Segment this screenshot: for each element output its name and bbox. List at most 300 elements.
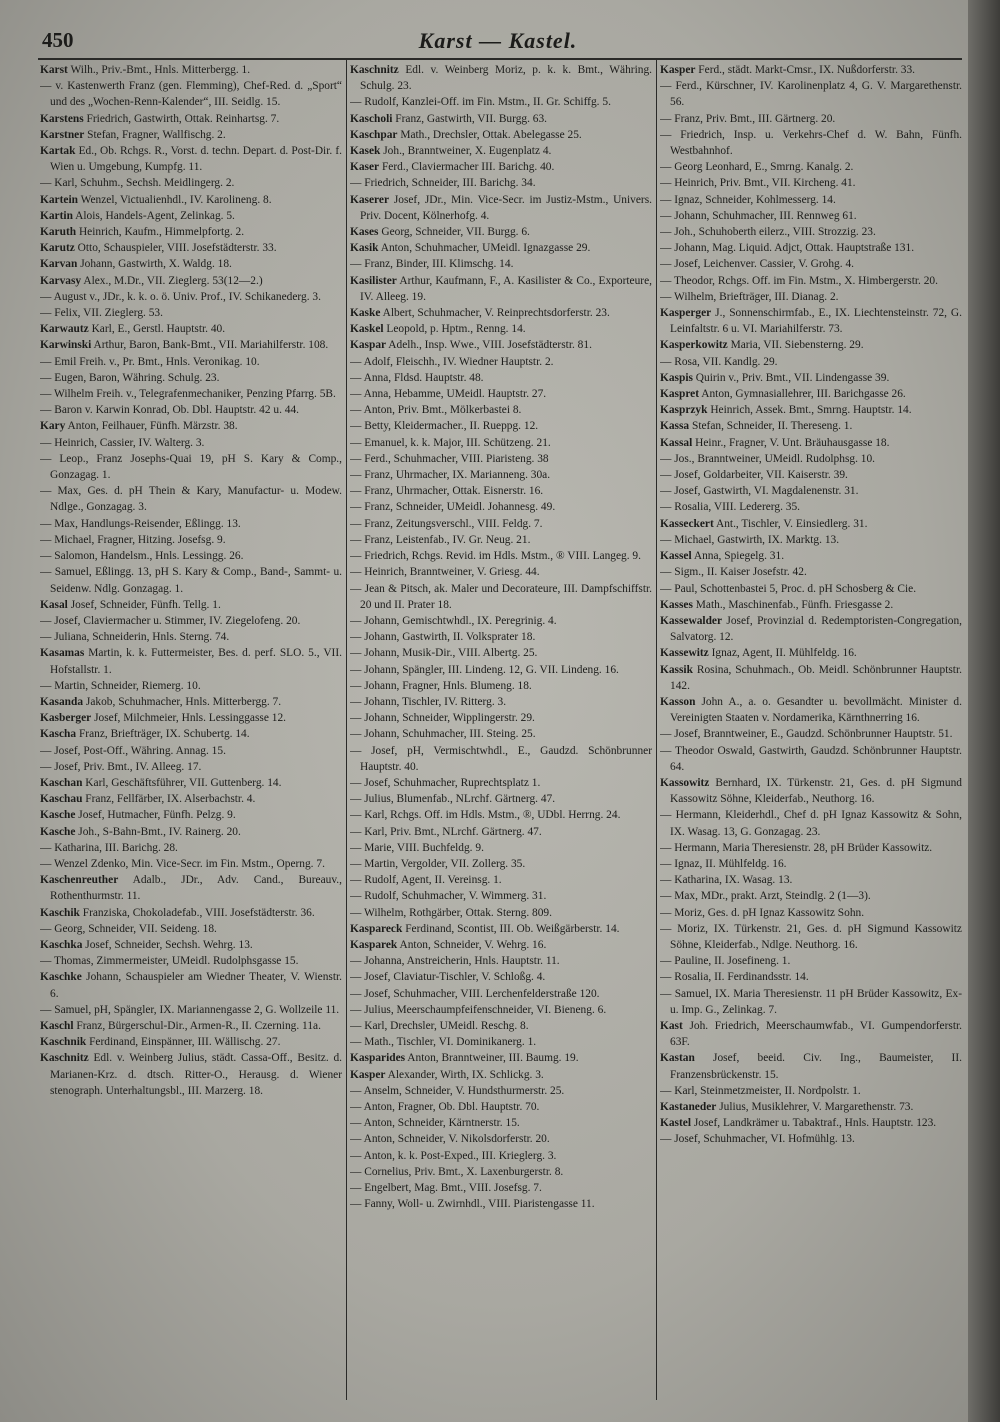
entry-details: Martin, k. k. Futtermeister, Bes. d. perf. SLO. 5., VII. Hofstallstr. 1. bbox=[50, 647, 342, 676]
entry-details: Josef, beeid. Civ. Ing., Baumeister, II. Franzensbrückenstr. 15. bbox=[670, 1052, 962, 1081]
entry-details: — Josef, Branntweiner, E., Gaudzd. Schönbrunner Hauptstr. 51. bbox=[660, 728, 953, 741]
directory-entry bbox=[40, 62, 342, 78]
entry-details: — Rudolf, Agent, II. Vereinsg. 1. bbox=[350, 874, 502, 887]
directory-entry bbox=[350, 127, 652, 143]
entry-details: Josef, JDr., Min. Vice-Secr. im Justiz-Mstm., Univers. Priv. Docent, Kölnerhofg. 4. bbox=[360, 193, 652, 222]
entry-details: — Ignaz, Schneider, Kohlmesserg. 14. bbox=[660, 193, 836, 206]
entry-details: — Pauline, II. Josefineng. 1. bbox=[660, 955, 791, 968]
directory-entry bbox=[660, 240, 962, 256]
directory-entry bbox=[350, 483, 652, 499]
entry-details: Friedrich, Gastwirth, Ottak. Reinhartsg. 7. bbox=[86, 112, 280, 125]
directory-entry bbox=[350, 548, 652, 564]
entry-details: — Wenzel Zdenko, Min. Vice-Secr. im Fin. Mstm., Operng. 7. bbox=[40, 857, 325, 870]
entry-details: — Anton, k. k. Post-Exped., III. Krieglerg. 3. bbox=[350, 1149, 557, 1162]
entry-details: Ferdinand, Scontist, III. Ob. Weißgärberstr. 14. bbox=[405, 922, 620, 935]
directory-entry bbox=[660, 986, 962, 1018]
directory-entry bbox=[660, 451, 962, 467]
directory-entry bbox=[660, 78, 962, 110]
entry-details: — Josef, Schuhmacher, VIII. Lerchenfelderstraße 120. bbox=[350, 987, 600, 1000]
page-number: 450 bbox=[42, 28, 74, 52]
directory-entry bbox=[660, 694, 962, 726]
directory-entry bbox=[660, 1018, 962, 1050]
directory-entry bbox=[40, 743, 342, 759]
directory-entry bbox=[660, 726, 962, 742]
entry-surname: Kasik bbox=[350, 242, 379, 255]
entry-details: — Martin, Vergolder, VII. Zollerg. 35. bbox=[350, 857, 526, 870]
directory-entry bbox=[40, 483, 342, 515]
entry-details: Josef, Provinzial d. Redemptoristen-Congregation, Salvatorg. 12. bbox=[670, 614, 962, 644]
directory-entry bbox=[40, 840, 342, 856]
entry-details: — Thomas, Zimmermeister, UMeidl. Rudolphsgasse 15. bbox=[40, 955, 299, 968]
entry-details: Otto, Schauspieler, VIII. Josefstädterstr. 33. bbox=[77, 242, 277, 255]
directory-entry bbox=[350, 1002, 652, 1018]
entry-details: Anton, Schneider, V. Wehrg. 16. bbox=[399, 938, 547, 951]
entry-details: — Josef, Schuhmacher, Ruprechtsplatz 1. bbox=[350, 776, 541, 789]
entry-surname: Kasberger bbox=[40, 712, 92, 725]
directory-entry bbox=[350, 337, 652, 353]
directory-entry bbox=[40, 905, 342, 921]
entry-details: Joh., Branntweiner, X. Eugenplatz 4. bbox=[383, 145, 552, 158]
directory-entry bbox=[660, 208, 962, 224]
entry-details: — Max, Handlungs-Reisender, Eßlingg. 13. bbox=[40, 517, 241, 530]
entry-details: — Moriz, IX. Türkenstr. 21, Ges. d. pH Sigmund Kassowitz Söhne, Kleiderfab., Ndlge. Neuthorg. 16. bbox=[660, 922, 962, 951]
entry-details: — Samuel, IX. Maria Theresienstr. 11 pH Brüder Kassowitz, Ex- u. Imp. G., Zelinkag. 7. bbox=[660, 987, 962, 1016]
directory-entry bbox=[350, 824, 652, 840]
entry-details: — Johanna, Anstreicherin, Hnls. Hauptstr. 11. bbox=[350, 955, 560, 968]
entry-details: — Hermann, Kleiderhdl., Chef d. pH Ignaz Kassowitz & Sohn, IX. Wasag. 13, G. Gonzagag. 23. bbox=[660, 809, 962, 838]
directory-entry bbox=[350, 856, 652, 872]
entry-details: Josef, Milchmeier, Hnls. Lessinggasse 12. bbox=[94, 712, 286, 725]
directory-entry bbox=[660, 953, 962, 969]
directory-entry bbox=[350, 386, 652, 402]
directory-entry bbox=[350, 743, 652, 775]
entry-details: Joh. Friedrich, Meerschaumwfab., VI. Gumpendorferstr. 63F. bbox=[670, 1019, 962, 1049]
directory-entry bbox=[660, 435, 962, 451]
entry-details: — Anton, Priv. Bmt., Mölkerbastei 8. bbox=[350, 404, 522, 417]
directory-entry bbox=[660, 645, 962, 661]
entry-details: — Emanuel, k. k. Major, III. Schützeng. 21. bbox=[350, 436, 551, 449]
entry-details: — Wilhelm, Briefträger, III. Dianag. 2. bbox=[660, 290, 839, 303]
entry-surname: Kaserer bbox=[350, 193, 390, 206]
entry-details: — Michael, Gastwirth, IX. Marktg. 13. bbox=[660, 533, 840, 546]
entry-details: — Heinrich, Branntweiner, V. Griesg. 44. bbox=[350, 566, 540, 579]
entry-surname: Kartak bbox=[40, 145, 76, 158]
entry-details: — Theodor, Rchgs. Off. im Fin. Mstm., X. Himbergerstr. 20. bbox=[660, 274, 938, 287]
directory-entry bbox=[40, 856, 342, 872]
entry-details: J., Sonnenschirmfab., E., IX. Liechtensteinstr. 72, G. Leinfaltstr. 6 u. VI. Mariahilferstr. 73. bbox=[670, 307, 962, 336]
entry-details: Franz, Fellfärber, IX. Alserbachstr. 4. bbox=[85, 793, 256, 806]
directory-entry bbox=[660, 467, 962, 483]
directory-entry bbox=[350, 1034, 652, 1050]
directory-entry bbox=[350, 240, 652, 256]
directory-entry bbox=[350, 581, 652, 613]
entry-details: — Adolf, Fleischh., IV. Wiedner Hauptstr. 2. bbox=[350, 355, 554, 368]
directory-entry bbox=[350, 1050, 652, 1066]
column-divider-right bbox=[656, 60, 657, 1400]
directory-entry bbox=[40, 192, 342, 208]
entry-surname: Kasperger bbox=[660, 307, 712, 320]
entry-details: Anton, Gymnasiallehrer, III. Barichgasse 26. bbox=[701, 388, 906, 401]
entry-surname: Kaschau bbox=[40, 793, 83, 806]
directory-entry bbox=[350, 678, 652, 694]
entry-surname: Kaser bbox=[350, 161, 380, 174]
entry-details: — Katharina, IX. Wasag. 13. bbox=[660, 874, 793, 887]
entry-details: Maria, VII. Siebensterng. 29. bbox=[730, 339, 864, 352]
entry-details: Anton, Feilhauer, Fünfh. Märzstr. 38. bbox=[67, 420, 238, 433]
entry-details: — Marie, VIII. Buchfeldg. 9. bbox=[350, 841, 484, 854]
directory-entry bbox=[660, 1083, 962, 1099]
directory-entry bbox=[40, 435, 342, 451]
directory-entry bbox=[660, 127, 962, 159]
directory-entry bbox=[350, 775, 652, 791]
entry-surname: Kasal bbox=[40, 598, 68, 611]
directory-entry bbox=[40, 921, 342, 937]
entry-details: — Julius, Meerschaumpfeifenschneider, VI. Bieneng. 6. bbox=[350, 1003, 607, 1016]
entry-details: — Karl, Drechsler, UMeidl. Reschg. 8. bbox=[350, 1019, 529, 1032]
entry-details: Julius, Musiklehrer, V. Margarethenstr. 73. bbox=[719, 1101, 914, 1113]
entry-surname: Kaschenreuther bbox=[40, 874, 119, 887]
entry-surname: Kaspret bbox=[660, 388, 700, 401]
entry-surname: Kasek bbox=[350, 145, 381, 158]
entry-details: — Johann, Fragner, Hnls. Blumeng. 18. bbox=[350, 679, 532, 692]
entry-details: John A., a. o. Gesandter u. bevollmächt. Minister d. Vereinigten Staaten v. Nordamerika, Kärnthnerring 16. bbox=[670, 695, 962, 725]
directory-entry bbox=[40, 872, 342, 904]
directory-entry bbox=[40, 305, 342, 321]
entry-surname: Kasseckert bbox=[660, 517, 714, 530]
entry-details: Edl. v. Weinberg Moriz, p. k. k. Bmt., Währing. Schulg. 23. bbox=[360, 64, 652, 93]
directory-entry bbox=[40, 1002, 342, 1018]
directory-entry bbox=[40, 953, 342, 969]
entry-details: — Max, MDr., prakt. Arzt, Steindlg. 2 (1—3). bbox=[660, 890, 871, 903]
directory-entry bbox=[40, 564, 342, 596]
directory-entry bbox=[40, 548, 342, 564]
entry-details: — Anton, Schneider, Kärntnerstr. 15. bbox=[350, 1117, 520, 1130]
directory-entry bbox=[40, 613, 342, 629]
directory-entry bbox=[350, 1196, 652, 1212]
entry-surname: Kaschnitz bbox=[350, 64, 399, 76]
entry-surname: Karvan bbox=[40, 258, 78, 271]
entry-details: — Theodor Oswald, Gastwirth, Gaudzd. Schönbrunner Hauptstr. 64. bbox=[660, 744, 962, 773]
entry-details: — Heinrich, Cassier, IV. Walterg. 3. bbox=[40, 436, 205, 449]
entry-surname: Karstner bbox=[40, 128, 85, 141]
directory-entry bbox=[350, 435, 652, 451]
entry-surname: Kasper bbox=[660, 64, 696, 76]
entry-details: Anna, Spiegelg. 31. bbox=[693, 550, 785, 563]
entry-details: — August v., JDr., k. k. o. ö. Univ. Prof., IV. Schikanederg. 3. bbox=[40, 290, 321, 303]
directory-entry bbox=[350, 921, 652, 937]
entry-surname: Karutz bbox=[40, 242, 75, 255]
entry-details: — Anton, Schneider, V. Nikolsdorferstr. 20. bbox=[350, 1133, 550, 1146]
entry-details: — Josef, Post-Off., Währing. Annag. 15. bbox=[40, 744, 226, 757]
entry-details: Rosina, Schuhmach., Ob. Meidl. Schönbrunner Hauptstr. 142. bbox=[670, 663, 962, 692]
directory-entry bbox=[40, 256, 342, 272]
entry-details: — Friedrich, Rchgs. Revid. im Hdls. Mstm., ® VIII. Langeg. 9. bbox=[350, 550, 641, 563]
entry-details: — Josef, Schuhmacher, VI. Hofmühlg. 13. bbox=[660, 1133, 855, 1146]
entry-details: — Jos., Branntweiner, UMeidl. Rudolphsg. 10. bbox=[660, 452, 876, 465]
directory-entry bbox=[660, 597, 962, 613]
directory-entry bbox=[40, 337, 342, 353]
entry-details: — Anton, Fragner, Ob. Dbl. Hauptstr. 70. bbox=[350, 1101, 540, 1113]
directory-entry bbox=[660, 840, 962, 856]
entry-details: — Josef, Claviatur-Tischler, V. Schloßg. 4. bbox=[350, 971, 546, 984]
directory-entry bbox=[350, 629, 652, 645]
entry-surname: Kaschnik bbox=[40, 1036, 87, 1049]
entry-details: Bernhard, IX. Türkenstr. 21, Ges. d. pH Sigmund Kassowitz Söhne, Kleiderfab., Neuthorg. 16. bbox=[670, 776, 962, 806]
entry-details: Heinrich, Kaufm., Himmelpfortg. 2. bbox=[78, 226, 245, 239]
directory-entry bbox=[350, 111, 652, 127]
entry-surname: Kaschka bbox=[40, 938, 83, 951]
entry-surname: Kastan bbox=[660, 1052, 695, 1065]
entry-details: — Franz, Zeitungsverschl., VIII. Feldg. 7. bbox=[350, 517, 543, 530]
entry-details: — Wilhelm, Rothgärber, Ottak. Sterng. 809. bbox=[350, 906, 552, 919]
entry-details: — Karl, Steinmetzmeister, II. Nordpolstr. 1. bbox=[660, 1084, 861, 1097]
directory-entry bbox=[660, 921, 962, 953]
directory-entry bbox=[350, 516, 652, 532]
directory-entry bbox=[40, 597, 342, 613]
entry-surname: Kaspar bbox=[350, 339, 387, 352]
entry-surname: Kaskel bbox=[350, 323, 384, 336]
directory-entry bbox=[350, 499, 652, 515]
entry-details: — Johann, Tischler, IV. Ritterg. 3. bbox=[350, 695, 507, 708]
directory-entry bbox=[40, 532, 342, 548]
entry-details: Alois, Handels-Agent, Zelinkag. 5. bbox=[75, 209, 235, 222]
directory-entry bbox=[350, 451, 652, 467]
directory-entry bbox=[40, 1034, 342, 1050]
directory-entry bbox=[40, 969, 342, 1001]
directory-entry bbox=[660, 662, 962, 694]
entry-details: — Michael, Fragner, Hitzing. Josefsg. 9. bbox=[40, 533, 226, 546]
entry-details: Josef, Schneider, Fünfh. Tellg. 1. bbox=[70, 598, 221, 611]
directory-entry bbox=[350, 1115, 652, 1131]
directory-entry bbox=[660, 386, 962, 402]
entry-surname: Kasparek bbox=[350, 938, 398, 951]
entry-details: — Baron v. Karwin Konrad, Ob. Dbl. Hauptstr. 42 u. 44. bbox=[40, 404, 299, 417]
entry-details: — Johann, Gastwirth, II. Volksprater 18. bbox=[350, 631, 536, 644]
entry-surname: Kassewitz bbox=[660, 647, 709, 660]
entry-details: — Josef, Goldarbeiter, VII. Kaiserstr. 39. bbox=[660, 469, 848, 482]
directory-entry bbox=[40, 402, 342, 418]
directory-entry bbox=[660, 743, 962, 775]
directory-entry bbox=[350, 273, 652, 305]
entry-details: — Martin, Schneider, Riemerg. 10. bbox=[40, 679, 201, 692]
directory-entry bbox=[40, 289, 342, 305]
entry-details: — Betty, Kleidermacher., II. Rueppg. 12. bbox=[350, 420, 539, 433]
directory-entry bbox=[660, 888, 962, 904]
column-right bbox=[660, 62, 962, 1398]
entry-surname: Karuth bbox=[40, 226, 77, 239]
directory-entry bbox=[40, 775, 342, 791]
directory-entry bbox=[40, 1050, 342, 1099]
directory-entry bbox=[40, 516, 342, 532]
directory-entry bbox=[350, 62, 652, 94]
entry-surname: Kasparides bbox=[350, 1052, 406, 1065]
entry-surname: Kasperkowitz bbox=[660, 339, 728, 352]
entry-details: Math., Drechsler, Ottak. Abelegasse 25. bbox=[400, 128, 582, 141]
entry-details: — Moriz, Ges. d. pH Ignaz Kassowitz Sohn. bbox=[660, 906, 865, 919]
entry-details: — Karl, Rchgs. Off. im Hdls. Mstm., ®, UDbl. Herrng. 24. bbox=[350, 809, 621, 822]
entry-details: Edl. v. Weinberg Julius, städt. Cassa-Off., Besitz. d. Marianen-Krz. d. dtsch. Ritter-O., Herausg. d. Wiener stenograph. Unterhaltungsbl., III. Marzerg. 18. bbox=[50, 1052, 342, 1097]
directory-entry bbox=[40, 240, 342, 256]
entry-details: Ed., Ob. Rchgs. R., Vorst. d. techn. Depart. d. Post-Dir. f. Wien u. Umgebung, Kumpfg. 11. bbox=[50, 145, 342, 174]
directory-entry bbox=[40, 451, 342, 483]
entry-details: — Josef, Priv. Bmt., IV. Alleeg. 17. bbox=[40, 760, 202, 773]
directory-entry bbox=[660, 305, 962, 337]
entry-details: Arthur, Kaufmann, F., A. Kasilister & Co., Exporteure, IV. Alleeg. 19. bbox=[360, 274, 652, 303]
entry-details: — Leop., Franz Josephs-Quai 19, pH S. Kary & Comp., Gonzagag. 1. bbox=[40, 452, 342, 482]
entry-details: Stefan, Fragner, Wallfischg. 2. bbox=[87, 128, 226, 141]
directory-entry bbox=[660, 516, 962, 532]
directory-entry bbox=[40, 143, 342, 175]
entry-details: — Fanny, Woll- u. Zwirnhdl., VIII. Piaristengasse 11. bbox=[350, 1198, 595, 1211]
directory-entry bbox=[660, 872, 962, 888]
directory-entry bbox=[350, 402, 652, 418]
entry-details: — Franz, Schneider, UMeidl. Johannesg. 49. bbox=[350, 501, 556, 514]
directory-entry bbox=[350, 1099, 652, 1115]
entry-surname: Kaspareck bbox=[350, 922, 403, 935]
directory-entry bbox=[40, 824, 342, 840]
entry-surname: Kases bbox=[350, 226, 379, 239]
directory-entry bbox=[40, 726, 342, 742]
entry-surname: Kastaneder bbox=[660, 1101, 717, 1113]
directory-entry bbox=[350, 986, 652, 1002]
entry-surname: Kasche bbox=[40, 825, 76, 838]
entry-details: — Franz, Priv. Bmt., III. Gärtnerg. 20. bbox=[660, 112, 836, 125]
entry-details: Arthur, Baron, Bank-Bmt., VII. Mariahilferstr. 108. bbox=[93, 339, 329, 352]
entry-surname: Kassel bbox=[660, 550, 692, 563]
entry-details: — Georg, Schneider, VII. Seideng. 18. bbox=[40, 922, 217, 935]
column-left bbox=[40, 62, 342, 1398]
directory-entry bbox=[40, 370, 342, 386]
directory-entry bbox=[660, 483, 962, 499]
directory-entry bbox=[40, 710, 342, 726]
directory-entry bbox=[40, 111, 342, 127]
entry-surname: Karstens bbox=[40, 112, 84, 125]
entry-surname: Kasamas bbox=[40, 647, 85, 660]
column-divider-left bbox=[346, 60, 347, 1400]
directory-entry bbox=[350, 467, 652, 483]
directory-entry bbox=[350, 564, 652, 580]
directory-entry bbox=[660, 532, 962, 548]
running-head: Karst — Kastel. bbox=[418, 28, 578, 53]
directory-entry bbox=[40, 759, 342, 775]
entry-details: — Julius, Blumenfab., NLrchf. Gärtnerg. 47. bbox=[350, 793, 556, 806]
entry-details: — Johann, Spängler, III. Lindeng. 12, G. VII. Lindeng. 16. bbox=[350, 663, 619, 676]
entry-details: — Ferd., Kürschner, IV. Karolinenplatz 4, G. V. Margarethenstr. 56. bbox=[660, 80, 962, 109]
entry-details: Alexander, Wirth, IX. Schlickg. 3. bbox=[387, 1068, 544, 1081]
entry-surname: Kaschnitz bbox=[40, 1052, 89, 1065]
directory-entry bbox=[350, 175, 652, 191]
entry-details: Jakob, Schuhmacher, Hnls. Mitterbergg. 7. bbox=[85, 695, 282, 708]
directory-entry bbox=[40, 273, 342, 289]
entry-details: — Salomon, Handelsm., Hnls. Lessingg. 26. bbox=[40, 550, 244, 563]
entry-details: — Hermann, Maria Theresienstr. 28, pH Brüder Kassowitz. bbox=[660, 841, 933, 854]
entry-details: Stefan, Schneider, II. Thereseng. 1. bbox=[691, 420, 853, 433]
entry-details: — Max, Ges. d. pH Thein & Kary, Manufactur- u. Modew. Ndlge., Gonzagag. 3. bbox=[40, 485, 342, 514]
directory-entry bbox=[660, 1050, 962, 1082]
page-header bbox=[38, 26, 958, 60]
entry-surname: Karst bbox=[40, 64, 68, 76]
directory-entry bbox=[40, 645, 342, 677]
entry-details: Albert, Schuhmacher, V. Reinprechtsdorferstr. 23. bbox=[382, 307, 610, 320]
entry-details: Franziska, Chokoladefab., VIII. Josefstädterstr. 36. bbox=[82, 906, 315, 919]
directory-entry bbox=[660, 289, 962, 305]
entry-details: — Ignaz, II. Mühlfeldg. 16. bbox=[660, 857, 787, 870]
entry-details: — Josef, pH, Vermischtwhdl., E., Gaudzd. Schönbrunner Hauptstr. 40. bbox=[350, 744, 652, 773]
entry-details: Josef, Hutmacher, Fünfh. Pelzg. 9. bbox=[78, 809, 236, 822]
directory-entry bbox=[350, 354, 652, 370]
directory-entry bbox=[660, 418, 962, 434]
entry-surname: Kaschl bbox=[40, 1019, 74, 1032]
entry-details: — Joh., Schuhoberth eilerz., VIII. Strozzig. 23. bbox=[660, 226, 876, 239]
entry-surname: Kassa bbox=[660, 420, 690, 433]
entry-details: — Johann, Schuhmacher, III. Rennweg 61. bbox=[660, 209, 857, 222]
entry-details: — Sigm., II. Kaiser Josefstr. 42. bbox=[660, 566, 807, 579]
directory-entry bbox=[660, 224, 962, 240]
directory-entry bbox=[660, 62, 962, 78]
directory-entry bbox=[350, 321, 652, 337]
directory-entry bbox=[350, 645, 652, 661]
entry-surname: Kast bbox=[660, 1019, 683, 1032]
entry-details: Johann, Gastwirth, X. Waldg. 18. bbox=[80, 258, 232, 271]
directory-entry bbox=[350, 1083, 652, 1099]
directory-entry bbox=[660, 337, 962, 353]
directory-entry bbox=[660, 499, 962, 515]
entry-details: Adelh., Insp. Wwe., VIII. Josefstädterstr. 81. bbox=[388, 339, 592, 352]
entry-details: — Franz, Leistenfab., IV. Gr. Neug. 21. bbox=[350, 533, 531, 546]
entry-details: — Eugen, Baron, Währing. Schulg. 23. bbox=[40, 371, 220, 384]
entry-surname: Karwinski bbox=[40, 339, 92, 352]
entry-details: Leopold, p. Hptm., Renng. 14. bbox=[386, 323, 526, 336]
directory-entry bbox=[660, 613, 962, 645]
entry-details: Josef, Schneider, Sechsh. Wehrg. 13. bbox=[85, 938, 253, 951]
entry-surname: Kassowitz bbox=[660, 776, 710, 789]
entry-details: Johann, Schauspieler am Wiedner Theater, V. Wienstr. 6. bbox=[50, 971, 342, 1000]
entry-details: — Karl, Priv. Bmt., NLrchf. Gärtnerg. 47. bbox=[350, 825, 542, 838]
entry-details: — Rosa, VII. Kandlg. 29. bbox=[660, 355, 778, 368]
directory-entry bbox=[660, 856, 962, 872]
entry-details: Ferdinand, Einspänner, III. Wällischg. 27. bbox=[89, 1036, 281, 1049]
entry-details: — Johann, Schuhmacher, III. Steing. 25. bbox=[350, 728, 536, 741]
entry-surname: Kary bbox=[40, 420, 66, 433]
entry-details: — Jean & Pitsch, ak. Maler und Decorateure, III. Dampfschiffstr. 20 und II. Prater 18. bbox=[350, 582, 652, 611]
entry-details: — Katharina, III. Barichg. 28. bbox=[40, 841, 178, 854]
directory-entry bbox=[660, 273, 962, 289]
directory-entry bbox=[40, 807, 342, 823]
entry-details: Adalb., JDr., Adv. Cand., Bureauv., Rothenthurmstr. 11. bbox=[50, 874, 342, 903]
directory-entry bbox=[350, 662, 652, 678]
entry-details: Ferd., städt. Markt-Cmsr., IX. Nußdorferstr. 33. bbox=[698, 64, 916, 76]
directory-entry bbox=[660, 548, 962, 564]
directory-entry bbox=[350, 305, 652, 321]
entry-details: Ant., Tischler, V. Einsiedlerg. 31. bbox=[716, 517, 868, 530]
directory-entry bbox=[660, 370, 962, 386]
entry-details: — Anselm, Schneider, V. Hundsthurmerstr. 25. bbox=[350, 1084, 565, 1097]
entry-details: Ignaz, Agent, II. Mühlfeldg. 16. bbox=[711, 647, 857, 660]
entry-details: — Engelbert, Mag. Bmt., VIII. Josefsg. 7. bbox=[350, 1182, 542, 1195]
directory-entry bbox=[40, 418, 342, 434]
entry-details: — Johann, Mag. Liquid. Adjct, Ottak. Hauptstraße 131. bbox=[660, 242, 915, 255]
entry-surname: Kaspis bbox=[660, 371, 693, 384]
entry-surname: Kascholi bbox=[350, 112, 393, 125]
directory-entry bbox=[660, 1131, 962, 1147]
directory-entry bbox=[350, 1148, 652, 1164]
entry-details: — Heinrich, Priv. Bmt., VII. Kircheng. 41. bbox=[660, 177, 856, 190]
entry-surname: Kasilister bbox=[350, 274, 397, 287]
entry-details: Heinrich, Assek. Bmt., Smrng. Hauptstr. 14. bbox=[710, 404, 912, 417]
directory-entry bbox=[350, 159, 652, 175]
entry-details: — v. Kastenwerth Franz (gen. Flemming), Chef-Red. d. „Sport“ und des „Wochen-Renn-Kalender“, III. Seidlg. 15. bbox=[40, 80, 342, 109]
directory-entry bbox=[350, 256, 652, 272]
